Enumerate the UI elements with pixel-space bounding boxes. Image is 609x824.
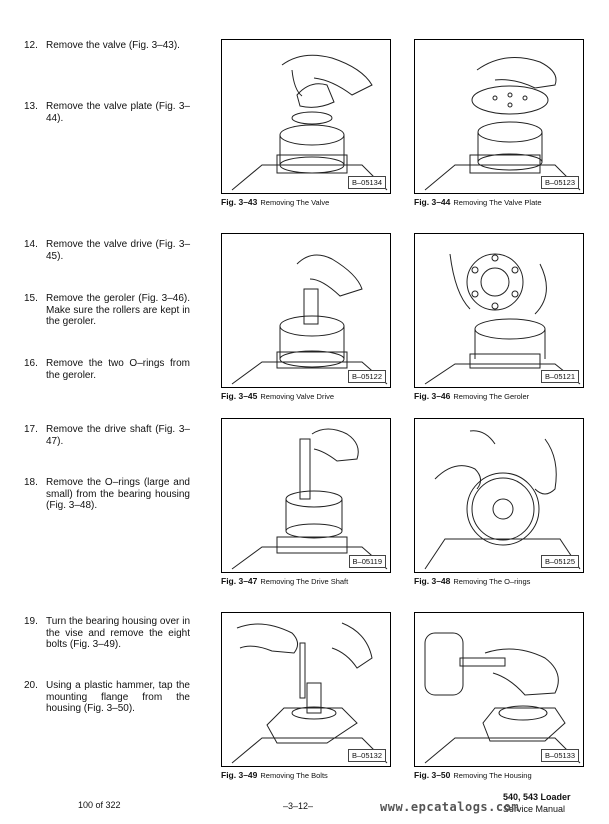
o-ring-removal-illustration [415,419,584,573]
figure-code: B–05132 [348,749,386,762]
figure-title: Removing The O–rings [453,577,531,586]
step-19 [24,616,190,651]
figure-caption [414,391,529,401]
figure-caption [221,576,348,586]
step-number: 18. [24,477,38,488]
figure-frame [414,612,584,767]
step-text: Remove the valve plate (Fig. 3–44). [46,101,190,124]
step-number: 15. [24,293,38,304]
figure-frame [221,233,391,388]
figure-code: B–05133 [541,749,579,762]
figure-title: Removing The Bolts [260,771,328,780]
step-number: 12. [24,40,38,51]
figure-caption [221,197,329,207]
valve-plate-removal-illustration [415,40,584,194]
figure-frame [221,418,391,573]
step-number: 16. [24,358,38,369]
drive-shaft-removal-illustration [222,419,391,573]
figure-title: Removing Valve Drive [260,392,335,401]
figure-frame [221,612,391,767]
figure-label: Fig. 3–50 [414,770,451,780]
step-number: 20. [24,680,38,691]
step-14 [24,239,190,262]
figure-caption [414,197,542,207]
figure-label: Fig. 3–44 [414,197,451,207]
figure-label: Fig. 3–45 [221,391,258,401]
figure-label: Fig. 3–48 [414,576,451,586]
step-text: Remove the valve (Fig. 3–43). [46,40,180,51]
watermark: www.epcatalogs.com [380,800,520,814]
figure-title: Removing The Valve Plate [453,198,542,207]
step-text: Remove the O–rings (large and small) from the bearing housing (Fig. 3–48). [46,477,190,511]
step-number: 19. [24,616,38,627]
step-text: Remove the geroler (Fig. 3–46). Make sure the rollers are kept in the geroler. [46,293,190,327]
page-count: 100 of 322 [78,800,121,810]
figure-frame [221,39,391,194]
housing-removal-illustration [415,613,584,767]
step-17 [24,424,190,447]
figure-title: Removing The Valve [260,198,330,207]
step-number: 14. [24,239,38,250]
step-18 [24,477,190,512]
step-15 [24,293,190,328]
figure-caption [414,576,530,586]
model-name: 540, 543 Loader [503,792,571,802]
figure-code: B–05134 [348,176,386,189]
figure-title: Removing The Housing [453,771,532,780]
manual-name: Service Manual [503,804,566,814]
step-13 [24,101,190,124]
figure-caption [414,770,532,780]
figure-title: Removing The Geroler [453,392,530,401]
bolt-removal-illustration [222,613,391,767]
figure-caption [221,770,328,780]
page-number: –3–12– [283,801,314,811]
figure-code: B–05123 [541,176,579,189]
figure-label: Fig. 3–46 [414,391,451,401]
figure-code: B–05125 [541,555,579,568]
step-12 [24,40,190,52]
step-16 [24,358,190,381]
step-text: Remove the two O–rings from the geroler. [46,358,190,381]
figure-frame [414,39,584,194]
figure-code: B–05121 [541,370,579,383]
figure-caption [221,391,334,401]
figure-frame [414,418,584,573]
step-text: Remove the valve drive (Fig. 3–45). [46,239,190,262]
figure-title: Removing The Drive Shaft [260,577,349,586]
step-20 [24,680,190,715]
step-text: Remove the drive shaft (Fig. 3–47). [46,424,190,447]
figure-label: Fig. 3–47 [221,576,258,586]
step-number: 17. [24,424,38,435]
figure-code: B–05119 [349,555,386,568]
figure-label: Fig. 3–49 [221,770,258,780]
step-number: 13. [24,101,38,112]
step-text: Turn the bearing housing over in the vise and remove the eight bolts (Fig. 3–49). [46,616,190,650]
valve-removal-illustration [222,40,391,194]
valve-drive-removal-illustration [222,234,391,388]
figure-code: B–05122 [348,370,386,383]
geroler-removal-illustration [415,234,584,388]
figure-label: Fig. 3–43 [221,197,258,207]
step-text: Using a plastic hammer, tap the mounting flange from the housing (Fig. 3–50). [46,680,190,714]
figure-frame [414,233,584,388]
